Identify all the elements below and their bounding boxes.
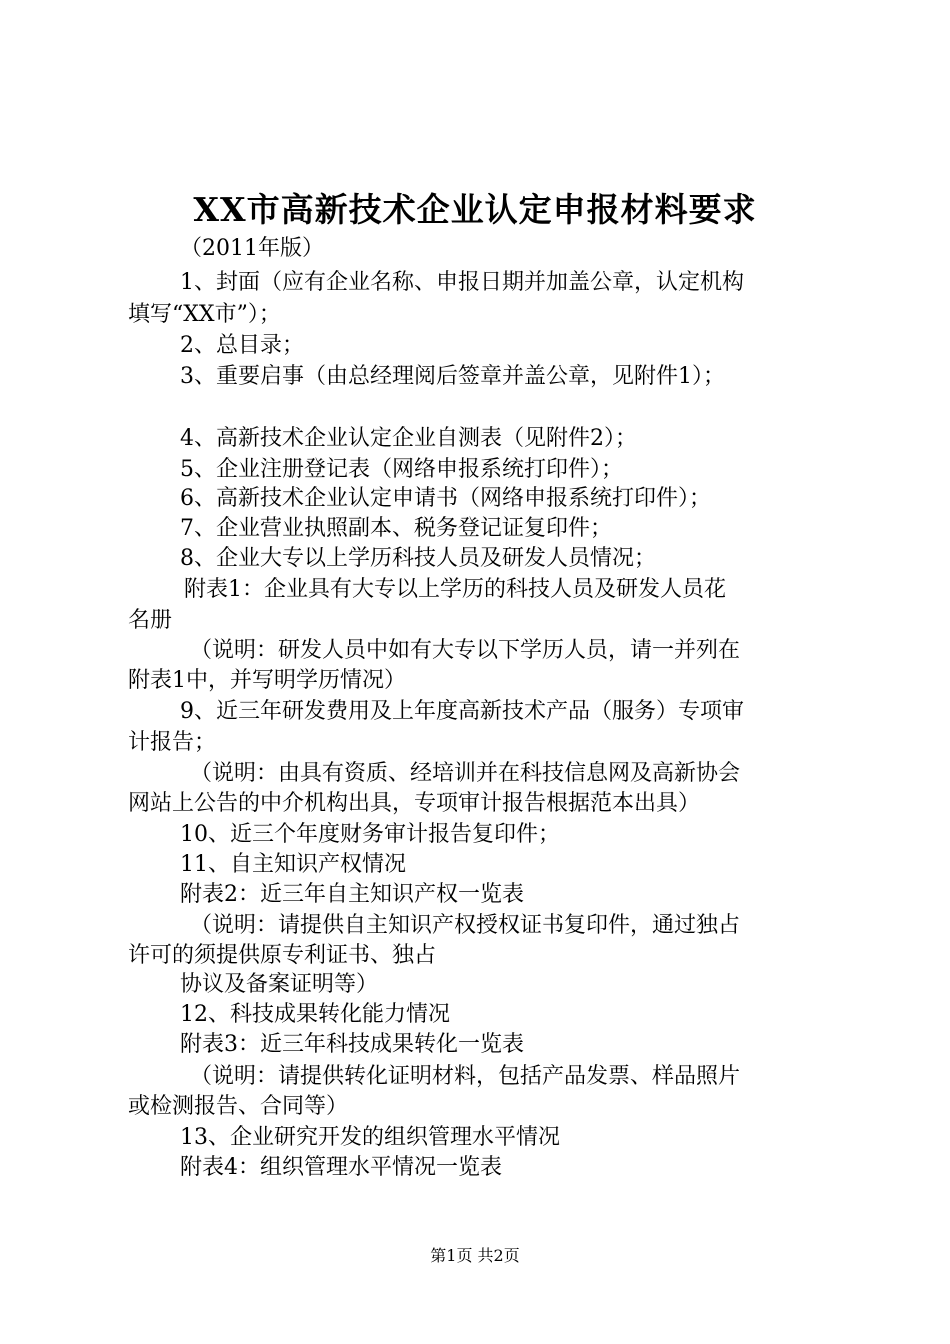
note-2-line-2: 网站上公告的中介机构出具，专项审计报告根据范本出具） [128,791,701,816]
document-title: XX市高新技术企业认定申报材料要求 [193,190,757,229]
appendix-3-line: 附表3：近三年科技成果转化一览表 [180,1032,524,1057]
item-1-line-1: 1、封面（应有企业名称、申报日期并加盖公章，认定机构 [180,270,744,295]
note-4-line-1: （说明：请提供转化证明材料，包括产品发票、样品照片 [190,1064,741,1089]
appendix-1-line-2: 名册 [128,608,173,633]
item-7-line: 7、企业营业执照副本、税务登记证复印件； [180,516,612,541]
item-3-line: 3、重要启事（由总经理阅后签章并盖公章，见附件1）； [180,364,725,389]
item-4-line: 4、高新技术企业认定企业自测表（见附件2）； [180,426,637,451]
note-3-line-2: 许可的须提供原专利证书、独占 [128,943,437,968]
item-1-line-2: 填写“XX市”）； [128,302,281,327]
note-1-line-2: 附表1中，并写明学历情况） [128,668,406,693]
note-3-line-3: 协议及备案证明等） [180,972,379,997]
appendix-1-line-1: 附表1：企业具有大专以上学历的科技人员及研发人员花 [184,577,726,602]
item-6-line: 6、高新技术企业认定申请书（网络申报系统打印件）； [180,486,711,511]
note-4-line-2: 或检测报告、合同等） [128,1094,349,1119]
page-footer: 第1页 共2页 [430,1246,520,1265]
item-9-line-1: 9、近三年研发费用及上年度高新技术产品（服务）专项审 [180,699,744,724]
item-9-line-2: 计报告； [128,730,217,755]
item-2-line: 2、总目录； [180,333,304,358]
note-1-line-1: （说明：研发人员中如有大专以下学历人员，请一并列在 [190,638,741,663]
appendix-4-line: 附表4：组织管理水平情况一览表 [180,1155,502,1180]
item-13-line: 13、企业研究开发的组织管理水平情况 [180,1125,560,1150]
appendix-2-line: 附表2：近三年自主知识产权一览表 [180,882,524,907]
item-5-line: 5、企业注册登记表（网络申报系统打印件）； [180,457,623,482]
note-2-line-1: （说明：由具有资质、经培训并在科技信息网及高新协会 [190,761,741,786]
item-11-line: 11、自主知识产权情况 [180,852,406,877]
edition-line: （2011年版） [180,236,324,261]
note-3-line-1: （说明：请提供自主知识产权授权证书复印件，通过独占 [190,913,741,938]
item-12-line: 12、科技成果转化能力情况 [180,1002,450,1027]
item-8-line: 8、企业大专以上学历科技人员及研发人员情况； [180,546,656,571]
item-10-line: 10、近三个年度财务审计报告复印件； [180,822,560,847]
